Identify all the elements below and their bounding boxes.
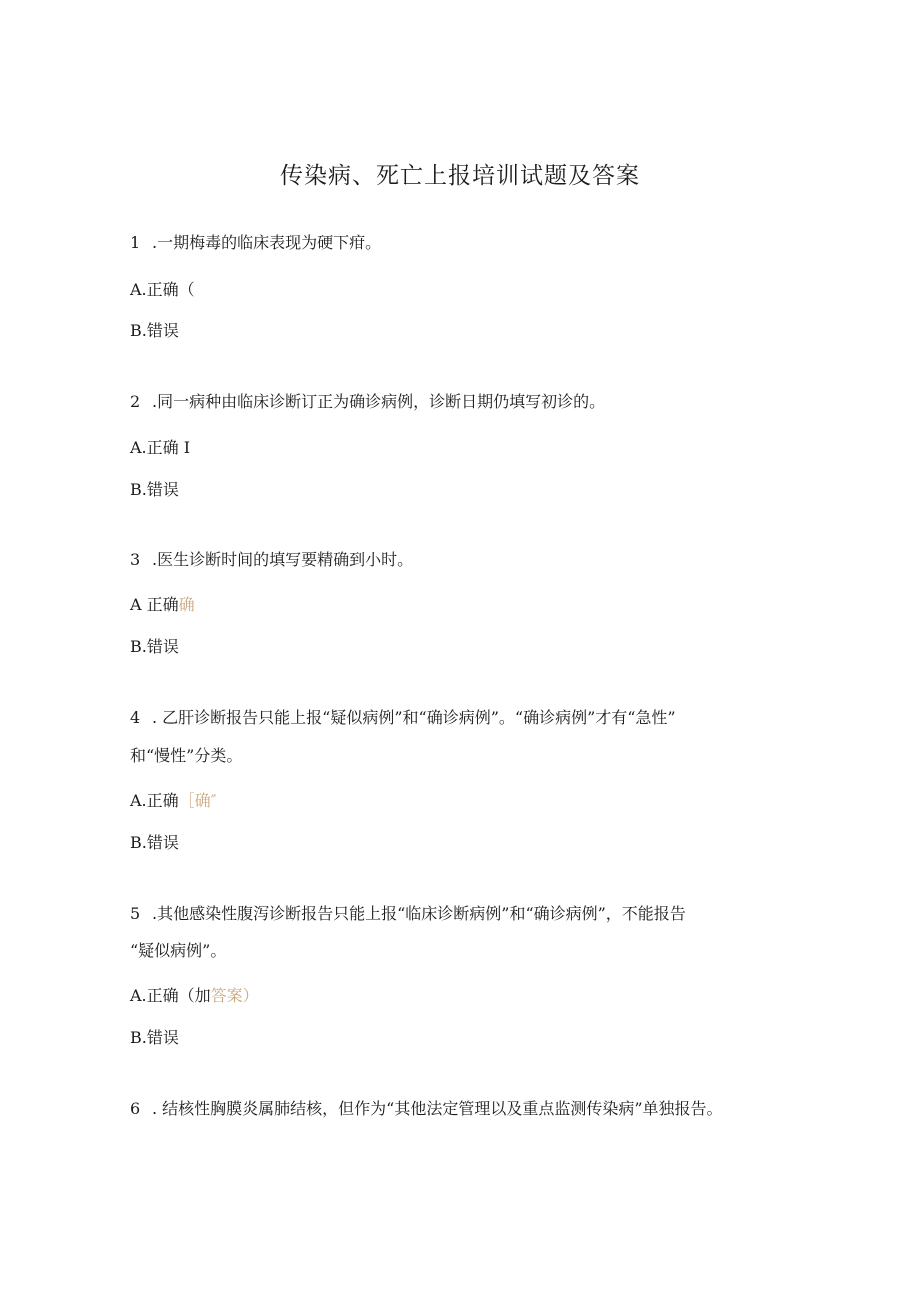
question-2-option-a — [130, 437, 190, 459]
question-text: . 结核性胸膜炎属肺结核，但作为“其他法定管理以及重点监测传染病”单独报告。 — [152, 1099, 723, 1118]
option-label: B.错误 — [130, 480, 179, 499]
question-number: 2 — [130, 392, 141, 411]
answer-mark: 确 — [178, 595, 195, 614]
question-1 — [130, 232, 381, 254]
option-label: B.错误 — [130, 833, 179, 852]
question-text: .其他感染性腹泻诊断报告只能上报“临床诊断病例”和“确诊病例”，不能报告 — [152, 904, 686, 923]
question-text: .一期梅毒的临床表现为硬下疳。 — [152, 233, 382, 252]
question-3-option-a — [130, 594, 195, 616]
question-text-continued: “疑似病例”。 — [130, 941, 227, 960]
question-5-option-a — [130, 985, 259, 1007]
question-4-continued — [130, 745, 242, 767]
document-title: 传染病、死亡上报培训试题及答案 — [280, 163, 640, 189]
question-3-option-b — [130, 636, 179, 658]
question-1-option-a — [130, 279, 195, 301]
question-5-option-b — [130, 1027, 179, 1049]
question-2 — [130, 391, 605, 413]
option-label: B.错误 — [130, 1028, 179, 1047]
answer-mark: 答案） — [210, 986, 259, 1005]
question-number: 6 — [130, 1099, 141, 1118]
question-4-option-a — [130, 790, 217, 812]
question-text: . 乙肝诊断报告只能上报“疑似病例”和“确诊病例”。“确诊病例”才有“急性” — [152, 708, 676, 727]
question-4 — [130, 707, 676, 729]
question-1-option-b — [130, 320, 179, 342]
option-label: A.正确（ — [130, 280, 195, 299]
question-6 — [130, 1098, 723, 1120]
question-number: 4 — [130, 708, 141, 727]
question-text: .医生诊断时间的填写要精确到小时。 — [152, 550, 414, 569]
option-label: A 正确 — [130, 595, 179, 614]
question-3 — [130, 549, 413, 571]
question-4-option-b — [130, 832, 179, 854]
option-label: B.错误 — [130, 321, 179, 340]
question-text-continued: 和“慢性”分类。 — [130, 746, 243, 765]
question-2-option-b — [130, 479, 179, 501]
question-number: 5 — [130, 904, 141, 923]
option-label: A.正确 — [130, 791, 179, 810]
question-number: 3 — [130, 550, 141, 569]
question-number: 1 — [130, 233, 141, 252]
question-text: .同一病种由临床诊断订正为确诊病例，诊断日期仍填写初诊的。 — [152, 392, 606, 411]
option-label: A.正确（加 — [130, 986, 211, 1005]
answer-mark: ［确″ — [178, 791, 217, 810]
option-label: B.错误 — [130, 637, 179, 656]
question-5 — [130, 903, 686, 925]
question-5-continued — [130, 940, 226, 962]
option-label: A.正确 I — [130, 438, 191, 457]
